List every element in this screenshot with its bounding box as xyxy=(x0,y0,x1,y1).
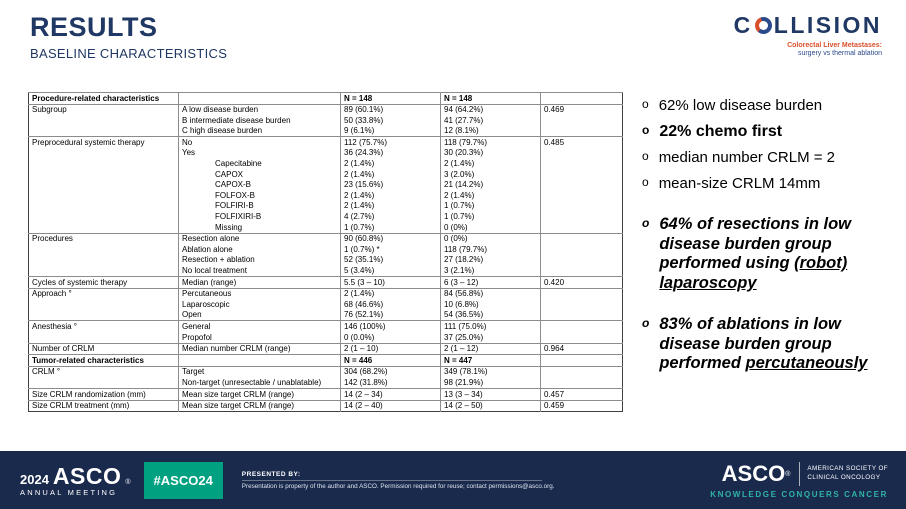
table-cell: 118 (79.7%) xyxy=(441,137,541,148)
table-row xyxy=(29,310,623,321)
table-cell: Procedures xyxy=(29,233,179,244)
table-cell: 146 (100%) xyxy=(341,321,441,332)
registered-mark: ® xyxy=(785,470,791,478)
table-cell xyxy=(541,321,623,332)
table-cell xyxy=(541,266,623,277)
table-cell: A low disease burden xyxy=(179,104,341,115)
table-cell xyxy=(541,332,623,343)
table-cell: 84 (56.8%) xyxy=(441,288,541,299)
table-cell: 0.457 xyxy=(541,389,623,401)
table-cell xyxy=(29,310,179,321)
table-cell: Subgroup xyxy=(29,104,179,115)
table-row xyxy=(29,377,623,388)
table-cell: 94 (64.2%) xyxy=(441,104,541,115)
table-cell xyxy=(29,212,179,223)
table-cell: Resection + ablation xyxy=(179,255,341,266)
table-cell: 1 (0.7%) xyxy=(341,222,441,233)
table-row xyxy=(29,343,623,355)
table-cell: Resection alone xyxy=(179,233,341,244)
table-cell: 4 (2.7%) xyxy=(341,212,441,223)
table-cell: Missing xyxy=(179,222,341,233)
table-cell xyxy=(541,169,623,180)
bullet-icon: o xyxy=(642,174,649,189)
key-finding-item xyxy=(642,148,904,168)
table-cell: 111 (75.0%) xyxy=(441,321,541,332)
table-cell: No xyxy=(179,137,341,148)
title-block xyxy=(30,12,227,61)
table-cell: Open xyxy=(179,310,341,321)
table-cell xyxy=(541,201,623,212)
footer-bar xyxy=(0,451,906,509)
table-cell: C high disease burden xyxy=(179,126,341,137)
table-cell: 13 (3 – 34) xyxy=(441,389,541,401)
key-finding-text: 83% of ablations in low disease burden group performed percutaneously xyxy=(659,315,868,373)
table-cell: Ablation alone xyxy=(179,244,341,255)
table-cell: Capecitabine xyxy=(179,159,341,170)
table-row xyxy=(29,190,623,201)
slide-header xyxy=(30,12,882,61)
asco-logo-left: ASCO xyxy=(52,463,122,489)
table-row xyxy=(29,180,623,191)
key-findings-list xyxy=(642,96,904,374)
table-cell xyxy=(29,159,179,170)
annual-meeting-label: ANNUAL MEETING xyxy=(20,488,118,497)
table-cell: CRLM ° xyxy=(29,366,179,377)
bullet-icon: o xyxy=(642,149,649,164)
bullet-icon: o xyxy=(642,216,650,231)
table-cell: 36 (24.3%) xyxy=(341,148,441,159)
table-cell: Approach ° xyxy=(29,288,179,299)
table-cell: FOLFIRI-B xyxy=(179,201,341,212)
table-cell: 98 (21.9%) xyxy=(441,377,541,388)
table-cell: 112 (75.7%) xyxy=(341,137,441,148)
key-finding-text: median number CRLM = 2 xyxy=(658,149,836,167)
table-cell xyxy=(179,355,341,367)
key-finding-item xyxy=(642,96,904,116)
logo-text-suffix: LLISION xyxy=(773,12,882,38)
table-cell: 14 (2 – 40) xyxy=(341,400,441,412)
asco-society-logo xyxy=(710,461,888,499)
presented-by-block xyxy=(242,471,555,490)
society-line-2: CLINICAL ONCOLOGY xyxy=(807,474,881,481)
table-cell: Laparoscopic xyxy=(179,299,341,310)
table-cell: 0.964 xyxy=(541,343,623,355)
table-row xyxy=(29,148,623,159)
table-cell xyxy=(541,377,623,388)
table-row xyxy=(29,137,623,148)
table-cell: 68 (46.6%) xyxy=(341,299,441,310)
table-cell: Yes xyxy=(179,148,341,159)
table-row xyxy=(29,159,623,170)
table-cell xyxy=(541,93,623,105)
table-cell xyxy=(541,115,623,126)
key-finding-text: 22% chemo first xyxy=(659,122,783,140)
table-row xyxy=(29,244,623,255)
table-cell: Percutaneous xyxy=(179,288,341,299)
key-finding-item xyxy=(642,215,904,293)
table-cell: 349 (78.1%) xyxy=(441,366,541,377)
logo-tagline-2: surgery vs thermal ablation xyxy=(797,50,882,57)
presented-by-label: PRESENTED BY: xyxy=(242,471,542,481)
table-cell: 50 (33.8%) xyxy=(341,115,441,126)
page-title: RESULTS xyxy=(30,12,158,42)
table-row xyxy=(29,93,623,105)
table-cell xyxy=(29,201,179,212)
table-cell: B intermediate disease burden xyxy=(179,115,341,126)
table-row xyxy=(29,115,623,126)
table-cell: 0.469 xyxy=(541,104,623,115)
table-cell: General xyxy=(179,321,341,332)
table-cell xyxy=(29,148,179,159)
table-row xyxy=(29,212,623,223)
table-row xyxy=(29,332,623,343)
page-subtitle: BASELINE CHARACTERISTICS xyxy=(30,46,228,61)
society-line-1: AMERICAN SOCIETY OF xyxy=(807,465,888,473)
table-row xyxy=(29,126,623,137)
table-cell: 2 (1.4%) xyxy=(341,159,441,170)
table-cell: 30 (20.3%) xyxy=(441,148,541,159)
table-cell: 2 (1.4%) xyxy=(341,201,441,212)
meeting-year: 2024 xyxy=(20,472,49,487)
table-cell: 41 (27.7%) xyxy=(441,115,541,126)
table-cell: 37 (25.0%) xyxy=(441,332,541,343)
table-cell xyxy=(541,288,623,299)
asco-logo-right: ASCO xyxy=(721,461,786,486)
table-cell xyxy=(541,126,623,137)
table-cell xyxy=(541,366,623,377)
table-cell xyxy=(29,332,179,343)
table-cell: CAPOX xyxy=(179,169,341,180)
table-cell: Preprocedural systemic therapy xyxy=(29,137,179,148)
key-finding-text: mean-size CRLM 14mm xyxy=(658,174,821,192)
table-cell: 3 (2.1%) xyxy=(441,266,541,277)
table-row xyxy=(29,169,623,180)
table-cell xyxy=(29,126,179,137)
table-cell: Anesthesia ° xyxy=(29,321,179,332)
table-cell: Median (range) xyxy=(179,277,341,289)
table-cell xyxy=(541,159,623,170)
table-cell: 27 (18.2%) xyxy=(441,255,541,266)
table-cell: Median number CRLM (range) xyxy=(179,343,341,355)
table-cell xyxy=(541,310,623,321)
table-cell xyxy=(29,115,179,126)
table-cell: 0 (0.0%) xyxy=(341,332,441,343)
table-row xyxy=(29,400,623,412)
table-cell xyxy=(179,93,341,105)
table-cell: 1 (0.7%) xyxy=(441,201,541,212)
table-cell: N = 446 xyxy=(341,355,441,367)
table-cell: 1 (0.7%) xyxy=(441,212,541,223)
table-cell: 2 (1.4%) xyxy=(441,159,541,170)
table-cell: 5.5 (3 – 10) xyxy=(341,277,441,289)
logo-text-prefix: C xyxy=(733,12,753,38)
table-row xyxy=(29,288,623,299)
table-cell: 2 (1.4%) xyxy=(341,288,441,299)
table-cell: 14 (2 – 34) xyxy=(341,389,441,401)
table-row xyxy=(29,277,623,289)
asco-meeting-logo xyxy=(20,463,131,497)
bullet-icon: o xyxy=(642,122,650,137)
table-row xyxy=(29,321,623,332)
table-cell: 6 (3 – 12) xyxy=(441,277,541,289)
table-cell: 1 (0.7%) * xyxy=(341,244,441,255)
key-finding-item xyxy=(642,122,904,143)
table-cell: FOLFOX-B xyxy=(179,190,341,201)
table-cell xyxy=(29,244,179,255)
bullet-icon: o xyxy=(642,97,649,111)
table-cell: 89 (60.1%) xyxy=(341,104,441,115)
table-cell: Number of CRLM xyxy=(29,343,179,355)
table-cell: FOLFIXIRI-B xyxy=(179,212,341,223)
table-cell: Procedure-related characteristics xyxy=(29,93,179,105)
collision-logo xyxy=(734,12,882,57)
table-cell xyxy=(29,169,179,180)
key-finding-text: 62% low disease burden xyxy=(658,97,823,114)
table-cell: N = 447 xyxy=(441,355,541,367)
table-cell xyxy=(29,255,179,266)
table-cell: N = 148 xyxy=(341,93,441,105)
table-cell: 90 (60.8%) xyxy=(341,233,441,244)
divider xyxy=(799,462,800,486)
logo-tagline-1: Colorectal Liver Metastases: xyxy=(787,42,882,49)
table-row xyxy=(29,222,623,233)
table-cell: 9 (6.1%) xyxy=(341,126,441,137)
table-cell: Mean size target CRLM (range) xyxy=(179,400,341,412)
table-row xyxy=(29,355,623,367)
table-cell: 12 (8.1%) xyxy=(441,126,541,137)
table-cell: 2 (1.4%) xyxy=(341,169,441,180)
key-finding-text: 64% of resections in low disease burden group performed using (robot) laparoscopy xyxy=(659,215,851,292)
table-row xyxy=(29,255,623,266)
table-cell: 3 (2.0%) xyxy=(441,169,541,180)
table-cell: 10 (6.8%) xyxy=(441,299,541,310)
table-cell: 118 (79.7%) xyxy=(441,244,541,255)
table-cell: Size CRLM treatment (mm) xyxy=(29,400,179,412)
hashtag-badge: #ASCO24 xyxy=(144,462,223,499)
table-cell xyxy=(541,255,623,266)
table-row xyxy=(29,389,623,401)
table-row xyxy=(29,104,623,115)
table-cell xyxy=(29,222,179,233)
table-cell: N = 148 xyxy=(441,93,541,105)
table-cell: No local treatment xyxy=(179,266,341,277)
table-row xyxy=(29,366,623,377)
table-cell xyxy=(29,180,179,191)
table-cell: CAPOX-B xyxy=(179,180,341,191)
table-row xyxy=(29,201,623,212)
table-cell: 54 (36.5%) xyxy=(441,310,541,321)
permission-text: Presentation is property of the author and ASCO. Permission required for reuse; contact permissions@asco.org. xyxy=(241,482,555,490)
table-cell: 2 (1 – 10) xyxy=(341,343,441,355)
table-cell: Tumor-related characteristics xyxy=(29,355,179,367)
table-cell xyxy=(541,355,623,367)
table-cell xyxy=(29,299,179,310)
table-cell: 0.420 xyxy=(541,277,623,289)
table-cell xyxy=(29,266,179,277)
table-row xyxy=(29,233,623,244)
table-cell: 5 (3.4%) xyxy=(341,266,441,277)
society-tagline: KNOWLEDGE CONQUERS CANCER xyxy=(710,490,888,499)
key-finding-item xyxy=(642,315,904,373)
table-cell: 14 (2 – 50) xyxy=(441,400,541,412)
table-cell: 0.485 xyxy=(541,137,623,148)
table-cell: Cycles of systemic therapy xyxy=(29,277,179,289)
table-cell: 0 (0%) xyxy=(441,222,541,233)
table-cell: Target xyxy=(179,366,341,377)
table-cell: 304 (68.2%) xyxy=(341,366,441,377)
baseline-characteristics-table xyxy=(28,92,623,412)
table-cell xyxy=(541,233,623,244)
collision-target-icon xyxy=(755,17,772,34)
table-cell: 0.459 xyxy=(541,400,623,412)
table-row xyxy=(29,299,623,310)
table-cell: Mean size target CRLM (range) xyxy=(179,389,341,401)
table-cell xyxy=(29,190,179,201)
table-cell: 23 (15.6%) xyxy=(341,180,441,191)
table-cell xyxy=(541,212,623,223)
table-cell: 76 (52.1%) xyxy=(341,310,441,321)
table-cell: 142 (31.8%) xyxy=(341,377,441,388)
table-row xyxy=(29,266,623,277)
table-cell: 2 (1.4%) xyxy=(441,190,541,201)
table-cell: 2 (1.4%) xyxy=(341,190,441,201)
table-cell xyxy=(29,377,179,388)
table-cell: 0 (0%) xyxy=(441,233,541,244)
table-cell: 21 (14.2%) xyxy=(441,180,541,191)
table-cell: Non-target (unresectable / unablatable) xyxy=(179,377,341,388)
table-cell: Size CRLM randomization (mm) xyxy=(29,389,179,401)
table-cell: 2 (1 – 12) xyxy=(441,343,541,355)
bullet-icon: o xyxy=(642,316,650,331)
registered-mark: ® xyxy=(125,479,131,486)
key-finding-item xyxy=(642,174,904,194)
table-cell xyxy=(541,180,623,191)
table-cell: Propofol xyxy=(179,332,341,343)
table-cell xyxy=(541,299,623,310)
table-cell: 52 (35.1%) xyxy=(341,255,441,266)
table-cell xyxy=(541,222,623,233)
table-cell xyxy=(541,190,623,201)
table-cell xyxy=(541,148,623,159)
table-cell xyxy=(541,244,623,255)
